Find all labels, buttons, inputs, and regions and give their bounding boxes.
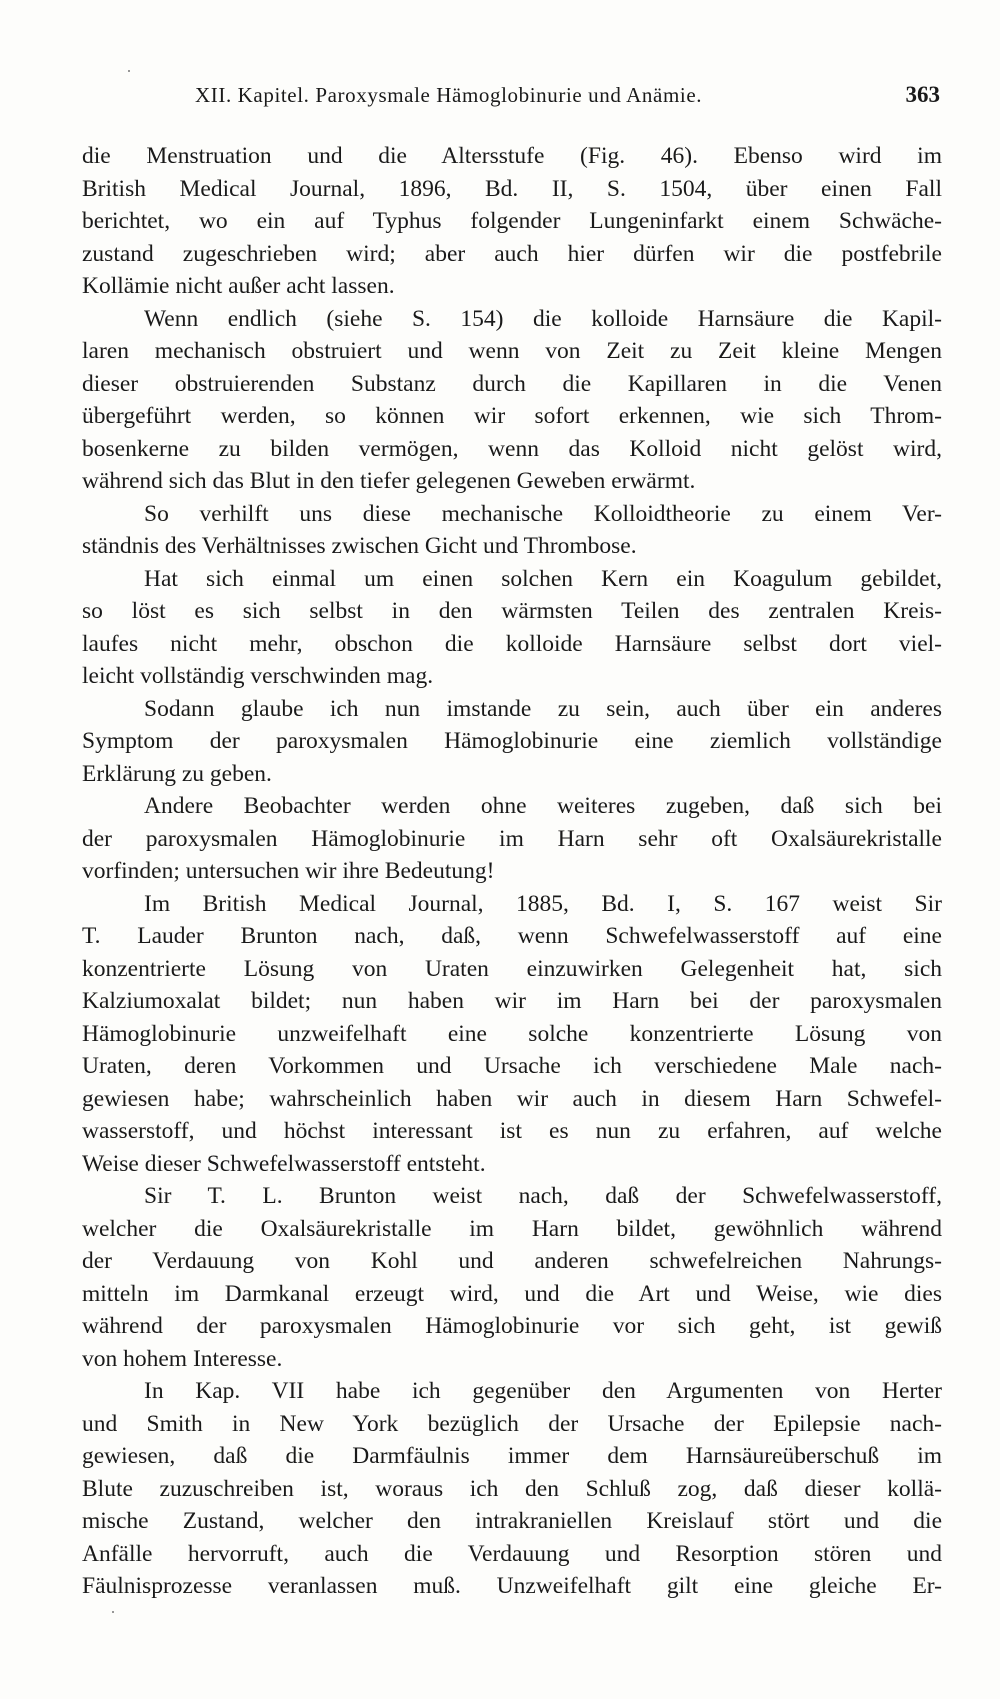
- text-line: während sich das Blut in den tiefer gelegenen Geweben erwärmt.: [82, 468, 696, 494]
- paragraph-start-line: So verhilft uns diese mechanische Kolloidtheorie zu einem Ver-: [144, 500, 942, 527]
- paragraph-start-line: Sodann glaube ich nun imstande zu sein, auch über ein anderes: [144, 695, 942, 722]
- text-line: wasserstoff, und höchst interessant ist es nun zu erfahren, auf welche: [82, 1118, 942, 1144]
- text-line: konzentrierte Lösung von Uraten einzuwirken Gelegenheit hat, sich: [82, 955, 942, 982]
- text-line: Symptom der paroxysmalen Hämoglobinurie eine ziemlich vollständige: [82, 728, 942, 754]
- text-line: von hohem Interesse.: [82, 1345, 283, 1372]
- text-line: laren mechanisch obstruiert und wenn von Zeit zu Zeit kleine Mengen: [82, 338, 942, 364]
- text-line: die Menstruation und die Altersstufe (Fig. 46). Ebenso wird im: [82, 143, 942, 169]
- text-line: mische Zustand, welcher den intrakraniellen Kreislauf stört und die: [82, 1508, 942, 1534]
- text-line: übergeführt werden, so können wir sofort erkennen, wie sich Throm-: [82, 403, 942, 429]
- text-line: der paroxysmalen Hämoglobinurie im Harn sehr oft Oxalsäurekristalle: [82, 825, 942, 852]
- text-line: mitteln im Darmkanal erzeugt wird, und die Art und Weise, wie dies: [82, 1280, 942, 1307]
- paper-speck: [128, 70, 130, 72]
- text-line: Anfälle hervorruft, auch die Verdauung und Resorption stören und: [82, 1540, 942, 1567]
- text-line: berichtet, wo ein auf Typhus folgender Lungeninfarkt einem Schwäche-: [82, 208, 942, 234]
- text-line: Blute zuzuschreiben ist, woraus ich den Schluß zog, daß dieser kollä-: [82, 1475, 942, 1502]
- paragraph-start-line: Im British Medical Journal, 1885, Bd. I, S. 167 weist Sir: [144, 890, 942, 917]
- text-line: T. Lauder Brunton nach, daß, wenn Schwefelwasserstoff auf eine: [82, 923, 942, 949]
- text-line: leicht vollständig verschwinden mag.: [82, 663, 434, 689]
- text-line: Weise dieser Schwefelwasserstoff entsteht.: [82, 1150, 486, 1177]
- text-line: Fäulnisprozesse veranlassen muß. Unzweifelhaft gilt eine gleiche Er-: [82, 1573, 942, 1599]
- body-text: [82, 140, 942, 1603]
- text-line: der Verdauung von Kohl und anderen schwefelreichen Nahrungs-: [82, 1248, 942, 1274]
- text-line: bosenkerne zu bilden vermögen, wenn das Kolloid nicht gelöst wird,: [82, 435, 942, 462]
- text-line: Kalziumoxalat bildet; nun haben wir im Harn bei der paroxysmalen: [82, 988, 942, 1014]
- text-line: zustand zugeschrieben wird; aber auch hier dürfen wir die postfebrile: [82, 240, 942, 267]
- paragraph-start-line: Hat sich einmal um einen solchen Kern ein Koagulum gebildet,: [144, 565, 942, 592]
- text-line: British Medical Journal, 1896, Bd. II, S. 1504, über einen Fall: [82, 175, 942, 202]
- text-line: welcher die Oxalsäurekristalle im Harn bildet, gewöhnlich während: [82, 1215, 942, 1242]
- paragraph-start-line: In Kap. VII habe ich gegenüber den Argumenten von Herter: [144, 1378, 942, 1404]
- text-line: Kollämie nicht außer acht lassen.: [82, 273, 395, 299]
- text-line: so löst es sich selbst in den wärmsten Teilen des zentralen Kreis-: [82, 598, 942, 624]
- paper-speck: [112, 1611, 114, 1613]
- text-line: Hämoglobinurie unzweifelhaft eine solche konzentrierte Lösung von: [82, 1020, 942, 1047]
- paragraph-start-line: Wenn endlich (siehe S. 154) die kolloide Harnsäure die Kapil-: [144, 305, 942, 332]
- paragraph-start-line: Sir T. L. Brunton weist nach, daß der Schwefelwasserstoff,: [144, 1183, 942, 1209]
- text-line: und Smith in New York bezüglich der Ursache der Epilepsie nach-: [82, 1410, 942, 1437]
- text-line: ständnis des Verhältnisses zwischen Gicht und Thrombose.: [82, 533, 637, 559]
- text-line: gewiesen habe; wahrscheinlich haben wir auch in diesem Harn Schwefel-: [82, 1085, 942, 1112]
- text-line: laufes nicht mehr, obschon die kolloide Harnsäure selbst dort viel-: [82, 630, 942, 657]
- text-line: Erklärung zu geben.: [82, 760, 272, 787]
- text-line: vorfinden; untersuchen wir ihre Bedeutung!: [82, 858, 495, 884]
- paragraph-start-line: Andere Beobachter werden ohne weiteres zugeben, daß sich bei: [144, 793, 942, 819]
- text-line: während der paroxysmalen Hämoglobinurie vor sich geht, ist gewiß: [82, 1313, 942, 1339]
- text-line: dieser obstruierenden Substanz durch die Kapillaren in die Venen: [82, 370, 942, 397]
- page-number: 363: [905, 82, 940, 107]
- text-line: gewiesen, daß die Darmfäulnis immer dem Harnsäureüberschuß im: [82, 1443, 942, 1469]
- page-header: [195, 82, 940, 112]
- running-head: XII. Kapitel. Paroxysmale Hämoglobinurie und Anämie.: [195, 83, 703, 107]
- text-line: Uraten, deren Vorkommen und Ursache ich verschiedene Male nach-: [82, 1053, 942, 1079]
